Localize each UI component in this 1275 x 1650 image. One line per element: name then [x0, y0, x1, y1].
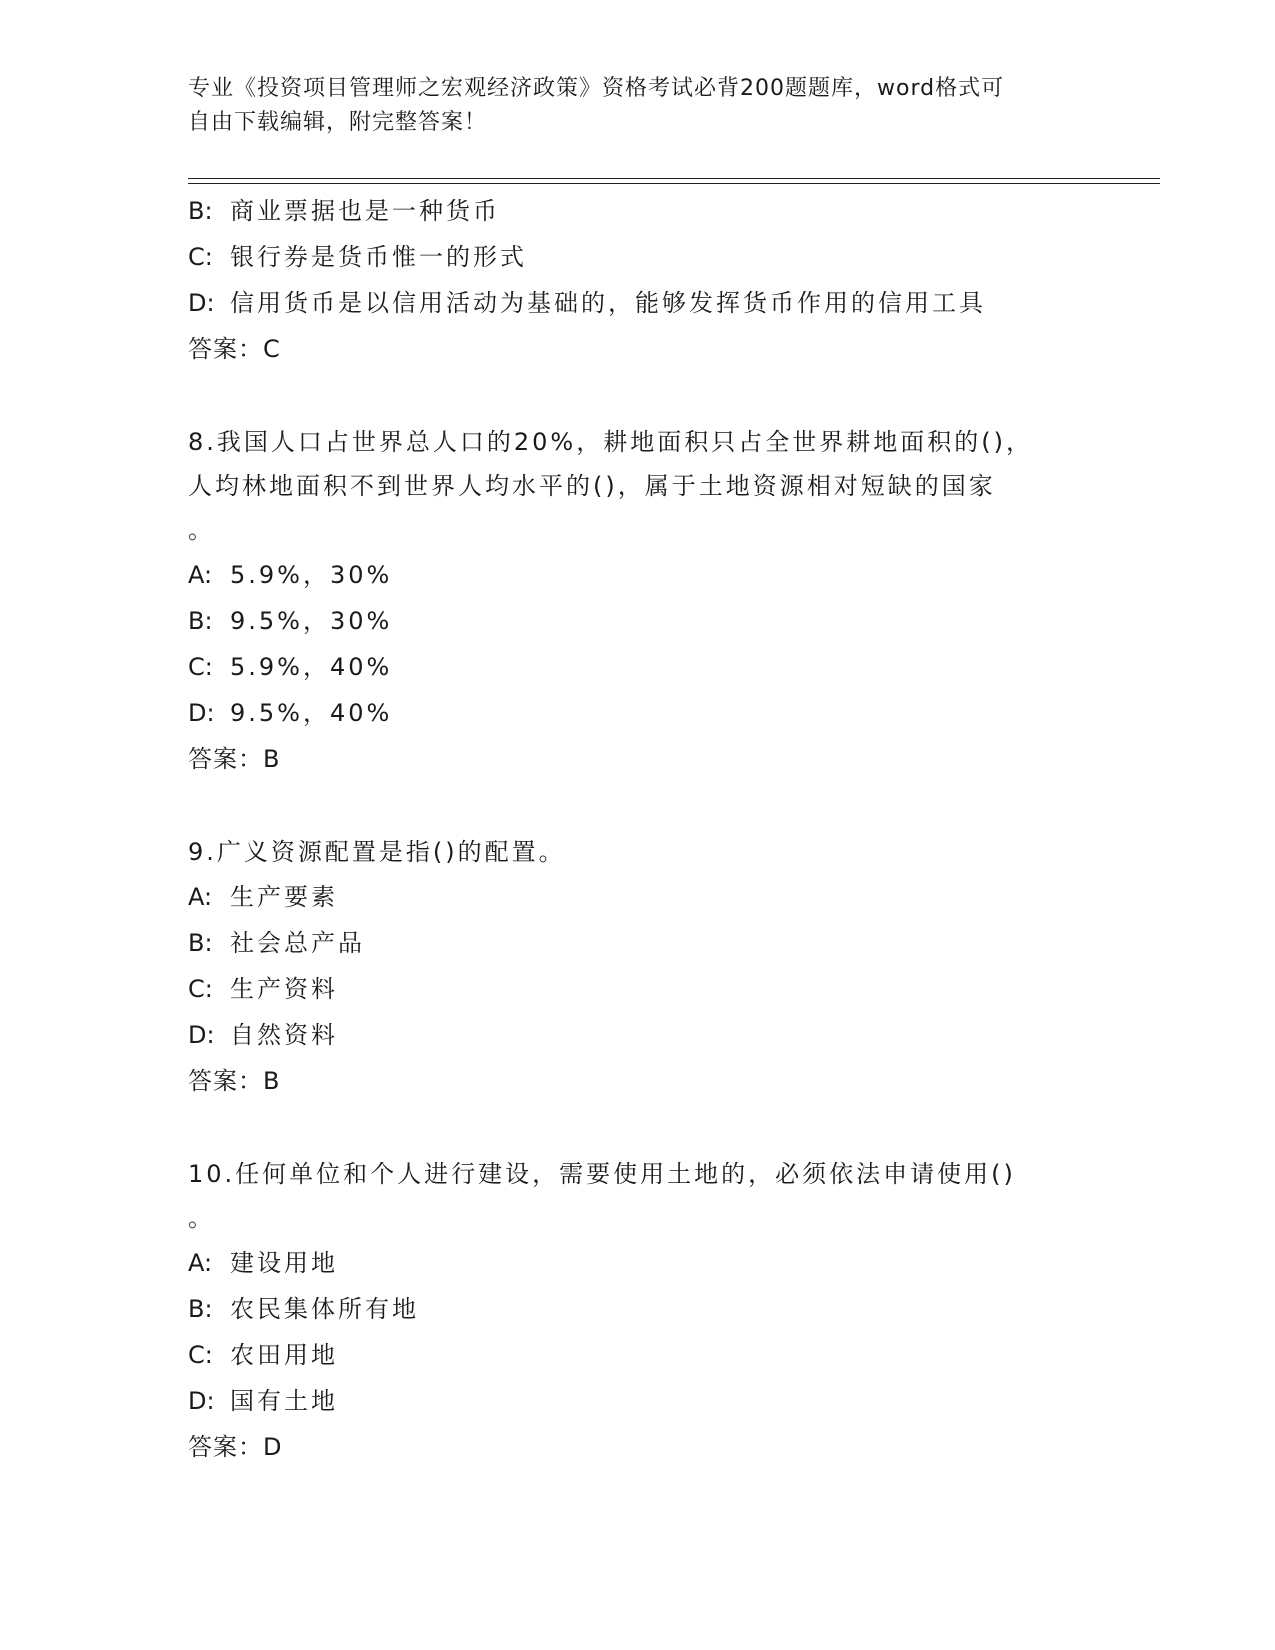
option-text: 生产资料 [230, 975, 338, 1003]
answer-line: 答案：B [188, 745, 281, 773]
option-label: B: [188, 197, 213, 225]
option-label: A: [188, 1249, 213, 1277]
option-d [188, 280, 1088, 326]
option-text: 农民集体所有地 [230, 1295, 419, 1323]
option-text: 自然资料 [230, 1021, 338, 1049]
document-header [188, 72, 1088, 140]
prev-question [188, 188, 1088, 372]
option-text: 生产要素 [230, 883, 338, 911]
option-text: 建设用地 [230, 1249, 338, 1277]
answer-line: 答案：D [188, 1433, 283, 1461]
question-10 [188, 1152, 1088, 1470]
option-a [188, 1240, 1088, 1286]
question-9 [188, 830, 1088, 1104]
option-text: 商业票据也是一种货币 [230, 197, 500, 225]
header-line-1: 专业《投资项目管理师之宏观经济政策》资格考试必背200题题库，word格式可 [188, 76, 1005, 101]
option-text: 农田用地 [230, 1341, 338, 1369]
option-label: C: [188, 243, 213, 271]
stem-line: 人均林地面积不到世界人均水平的()，属于土地资源相对短缺的国家 [188, 472, 996, 500]
option-label: C: [188, 1341, 213, 1369]
stem-line: 10.任何单位和个人进行建设，需要使用土地的，必须依法申请使用() [188, 1160, 1016, 1188]
option-text: 9.5%，40% [230, 699, 393, 727]
option-text: 5.9%，30% [230, 561, 393, 589]
option-text: 银行券是货币惟一的形式 [230, 243, 527, 271]
option-label: A: [188, 561, 213, 589]
option-label: D: [188, 289, 215, 317]
option-c [188, 234, 1088, 280]
option-label: C: [188, 975, 213, 1003]
option-b [188, 1286, 1088, 1332]
option-a [188, 874, 1088, 920]
option-text: 社会总产品 [230, 929, 365, 957]
header-divider-top [188, 178, 1160, 179]
option-d [188, 1012, 1088, 1058]
option-b [188, 920, 1088, 966]
option-b [188, 188, 1088, 234]
answer-line: 答案：B [188, 1067, 281, 1095]
option-text: 9.5%，30% [230, 607, 393, 635]
answer-line: 答案：C [188, 335, 281, 363]
option-label: D: [188, 699, 215, 727]
option-c [188, 644, 1088, 690]
stem-line: 8.我国人口占世界总人口的20%，耕地面积只占全世界耕地面积的()， [188, 428, 1033, 456]
question-stem [188, 830, 1088, 874]
question-content [188, 188, 1088, 1470]
option-label: C: [188, 653, 213, 681]
option-label: D: [188, 1021, 215, 1049]
option-label: A: [188, 883, 213, 911]
option-text: 信用货币是以信用活动为基础的，能够发挥货币作用的信用工具 [230, 289, 986, 317]
question-stem [188, 1152, 1088, 1240]
option-text: 国有土地 [230, 1387, 338, 1415]
option-label: D: [188, 1387, 215, 1415]
header-divider-bottom [188, 183, 1160, 184]
stem-line: 9.广义资源配置是指()的配置。 [188, 838, 566, 866]
option-d [188, 1378, 1088, 1424]
option-label: B: [188, 607, 213, 635]
option-a [188, 552, 1088, 598]
question-stem [188, 420, 1088, 552]
option-c [188, 1332, 1088, 1378]
option-c [188, 966, 1088, 1012]
question-8 [188, 420, 1088, 782]
stem-line: 。 [188, 1204, 215, 1232]
option-d [188, 690, 1088, 736]
header-line-2: 自由下载编辑，附完整答案！ [188, 110, 488, 135]
option-b [188, 598, 1088, 644]
stem-line: 。 [188, 516, 215, 544]
option-text: 5.9%，40% [230, 653, 393, 681]
option-label: B: [188, 1295, 213, 1323]
option-label: B: [188, 929, 213, 957]
